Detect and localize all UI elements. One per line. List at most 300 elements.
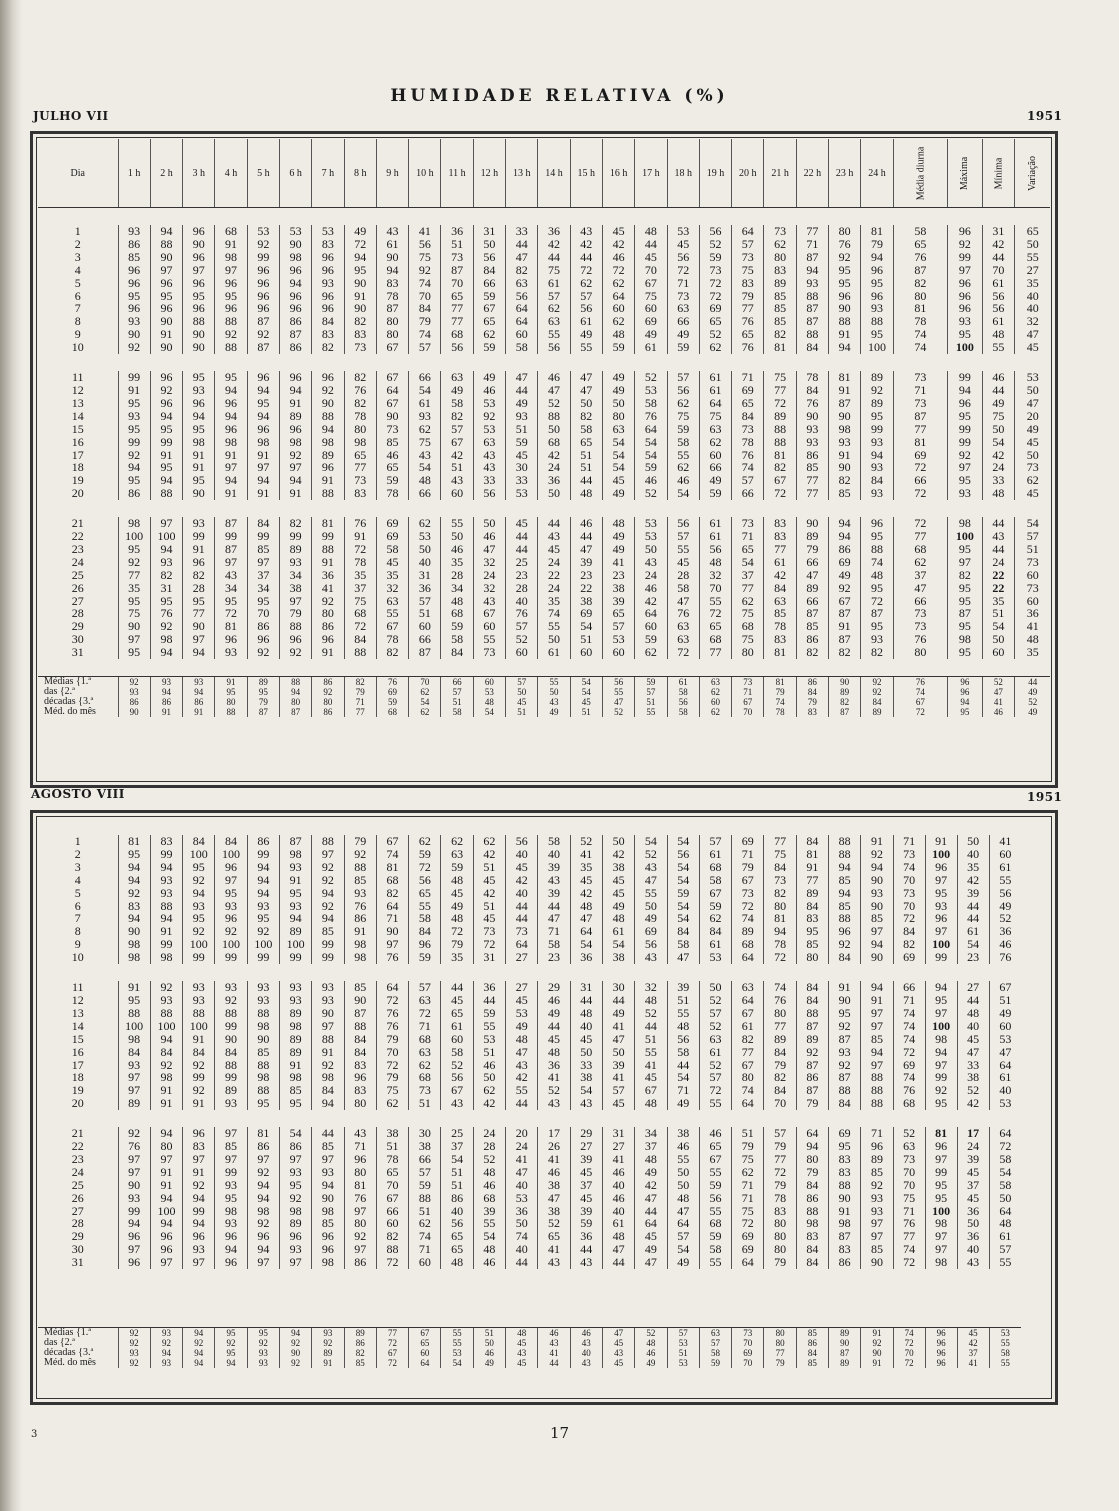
value-cell: 85 — [312, 1217, 344, 1230]
value-cell: 96 — [312, 302, 344, 315]
value-cell: 98 — [829, 1217, 861, 1230]
value-cell: 55 — [699, 1205, 731, 1218]
day-cell: 6 — [74, 899, 81, 913]
value-cell: 84 — [764, 861, 796, 874]
value-cell: 55 — [667, 1153, 699, 1166]
value-cell: 96 — [312, 461, 344, 474]
value-cell: 73 — [893, 620, 948, 633]
value-cell: 66 — [796, 595, 828, 608]
value-cell: 64 — [796, 1127, 828, 1140]
value-cell: 67 — [376, 835, 408, 848]
value-cell: 60 — [1015, 595, 1050, 608]
value-cell: 97 — [150, 517, 182, 530]
average-value: 45 — [602, 1338, 634, 1348]
value-cell: 49 — [982, 397, 1015, 410]
value-cell: 80 — [764, 900, 796, 913]
value-cell: 48 — [441, 912, 473, 925]
average-value: 89 — [312, 1348, 344, 1358]
value-cell: 82 — [764, 887, 796, 900]
average-value: 46 — [473, 1348, 505, 1358]
value-cell: 66 — [409, 371, 441, 384]
value-cell: 81 — [764, 341, 796, 354]
value-cell: 33 — [506, 474, 538, 487]
value-cell: 50 — [570, 1046, 602, 1059]
value-cell: 73 — [893, 371, 948, 384]
value-cell: 55 — [473, 1020, 505, 1033]
value-cell: 70 — [409, 290, 441, 303]
value-cell: 42 — [441, 449, 473, 462]
value-cell: 74 — [861, 556, 893, 569]
value-cell: 98 — [150, 951, 182, 964]
value-cell: 88 — [796, 1205, 828, 1218]
table-row — [38, 302, 1050, 315]
value-cell: 33 — [570, 1059, 602, 1072]
value-cell: 64 — [602, 290, 634, 303]
value-cell: 94 — [118, 461, 150, 474]
value-cell: 27 — [1015, 264, 1050, 277]
value-cell: 89 — [764, 277, 796, 290]
value-cell: 95 — [829, 277, 861, 290]
value-cell: 65 — [732, 397, 764, 410]
table-row — [38, 1256, 1021, 1269]
value-cell: 72 — [344, 238, 376, 251]
value-cell: 67 — [732, 874, 764, 887]
average-value: 81 — [764, 677, 796, 688]
value-cell: 61 — [409, 397, 441, 410]
value-cell: 32 — [473, 556, 505, 569]
average-value: 51 — [506, 707, 538, 717]
value-cell: 24 — [538, 556, 570, 569]
value-cell: 54 — [635, 436, 667, 449]
value-cell: 92 — [861, 848, 893, 861]
column-header-label: Máxima — [959, 156, 971, 190]
value-cell: 89 — [861, 1153, 893, 1166]
value-cell: 22 — [982, 569, 1015, 582]
value-cell: 72 — [764, 951, 796, 964]
value-cell: 55 — [506, 1084, 538, 1097]
value-cell: 86 — [247, 620, 279, 633]
value-cell: 49 — [1015, 423, 1050, 436]
value-cell: 94 — [183, 410, 215, 423]
value-cell: 88 — [279, 620, 311, 633]
average-value: 67 — [732, 697, 764, 707]
value-cell: 42 — [538, 238, 570, 251]
value-cell: 96 — [118, 302, 150, 315]
table-row — [38, 1217, 1021, 1230]
column-header: 22 h — [796, 139, 828, 208]
value-cell: 100 — [150, 1205, 182, 1218]
value-cell: 39 — [473, 1205, 505, 1218]
average-value: 45 — [506, 1358, 538, 1368]
value-cell: 87 — [215, 517, 247, 530]
column-header — [948, 139, 982, 208]
value-cell: 63 — [441, 848, 473, 861]
value-cell: 80 — [732, 1071, 764, 1084]
value-cell: 25 — [506, 556, 538, 569]
value-cell: 92 — [150, 384, 182, 397]
value-cell: 98 — [344, 938, 376, 951]
average-value: 74 — [893, 687, 948, 697]
value-cell: 94 — [247, 1192, 279, 1205]
value-cell: 49 — [989, 900, 1021, 913]
value-cell: 54 — [602, 436, 634, 449]
value-cell: 51 — [441, 1166, 473, 1179]
value-cell: 100 — [925, 1020, 957, 1033]
average-row — [38, 1358, 1021, 1368]
average-value: 80 — [764, 1338, 796, 1348]
value-cell: 72 — [699, 290, 731, 303]
value-cell: 49 — [602, 543, 634, 556]
value-cell: 63 — [473, 436, 505, 449]
value-cell: 65 — [376, 461, 408, 474]
value-cell: 88 — [312, 835, 344, 848]
value-cell: 97 — [279, 1256, 311, 1269]
table-row — [38, 461, 1050, 474]
value-cell: 96 — [183, 251, 215, 264]
value-cell: 44 — [506, 530, 538, 543]
value-cell: 48 — [635, 994, 667, 1007]
value-cell: 95 — [948, 410, 982, 423]
value-cell: 37 — [247, 569, 279, 582]
value-cell: 46 — [602, 1166, 634, 1179]
average-value: 94 — [183, 1348, 215, 1358]
value-cell: 57 — [506, 620, 538, 633]
value-cell: 95 — [948, 474, 982, 487]
value-cell: 95 — [948, 595, 982, 608]
value-cell: 85 — [829, 900, 861, 913]
average-value: 92 — [312, 687, 344, 697]
average-value: 56 — [602, 677, 634, 688]
value-cell: 93 — [215, 646, 247, 659]
value-cell: 56 — [538, 341, 570, 354]
value-cell: 76 — [893, 1084, 925, 1097]
value-cell: 67 — [473, 607, 505, 620]
value-cell: 46 — [473, 1256, 505, 1269]
value-cell: 93 — [948, 315, 982, 328]
value-cell: 44 — [957, 900, 989, 913]
table-row — [38, 449, 1050, 462]
value-cell: 83 — [829, 1243, 861, 1256]
day-cell: 2 — [74, 847, 81, 861]
value-cell: 62 — [602, 277, 634, 290]
value-cell: 94 — [312, 887, 344, 900]
value-cell: 68 — [409, 1033, 441, 1046]
value-cell: 82 — [344, 397, 376, 410]
value-cell: 92 — [829, 1020, 861, 1033]
value-cell: 94 — [925, 981, 957, 994]
value-cell: 40 — [506, 595, 538, 608]
value-cell: 40 — [957, 1020, 989, 1033]
day-cell: 15 — [71, 1032, 84, 1046]
july-year: 1951 — [1027, 109, 1063, 123]
value-cell: 34 — [215, 582, 247, 595]
value-cell: 70 — [699, 582, 731, 595]
value-cell: 52 — [699, 994, 731, 1007]
value-cell: 71 — [667, 1084, 699, 1097]
average-value: 53 — [667, 1358, 699, 1368]
value-cell: 97 — [376, 938, 408, 951]
value-cell: 56 — [441, 1217, 473, 1230]
day-cell: 30 — [71, 1243, 84, 1257]
average-value: 94 — [215, 1358, 247, 1368]
value-cell: 69 — [893, 951, 925, 964]
value-cell: 97 — [183, 264, 215, 277]
table-row — [38, 848, 1021, 861]
value-cell: 88 — [247, 1059, 279, 1072]
value-cell: 41 — [409, 225, 441, 238]
value-cell: 58 — [441, 1046, 473, 1059]
column-header: 2 h — [150, 139, 182, 208]
value-cell: 96 — [312, 371, 344, 384]
value-cell: 100 — [183, 848, 215, 861]
value-cell: 58 — [989, 1179, 1021, 1192]
value-cell: 50 — [602, 835, 634, 848]
value-cell: 94 — [312, 1097, 344, 1110]
value-cell: 88 — [215, 315, 247, 328]
table-row — [38, 994, 1021, 1007]
value-cell: 61 — [538, 646, 570, 659]
value-cell: 69 — [732, 1230, 764, 1243]
average-value: 50 — [473, 1338, 505, 1348]
value-cell: 99 — [861, 423, 893, 436]
value-cell: 99 — [183, 1071, 215, 1084]
average-value: 58 — [699, 1348, 731, 1358]
average-value: 96 — [925, 1358, 957, 1368]
value-cell: 46 — [667, 474, 699, 487]
value-cell: 31 — [150, 582, 182, 595]
value-cell: 44 — [635, 1020, 667, 1033]
value-cell: 51 — [570, 461, 602, 474]
value-cell: 93 — [118, 410, 150, 423]
value-cell: 36 — [538, 225, 570, 238]
day-cell: 4 — [74, 263, 81, 277]
value-cell: 96 — [247, 423, 279, 436]
value-cell: 43 — [982, 530, 1015, 543]
value-cell: 52 — [635, 487, 667, 500]
value-cell: 99 — [183, 951, 215, 964]
value-cell: 89 — [796, 1033, 828, 1046]
value-cell: 69 — [893, 1059, 925, 1072]
value-cell: 96 — [312, 1243, 344, 1256]
value-cell: 44 — [982, 384, 1015, 397]
value-cell: 41 — [602, 1020, 634, 1033]
value-cell: 80 — [796, 1153, 828, 1166]
value-cell: 31 — [602, 1127, 634, 1140]
value-cell: 57 — [667, 530, 699, 543]
value-cell: 60 — [409, 1256, 441, 1269]
value-cell: 73 — [667, 290, 699, 303]
value-cell: 97 — [150, 1153, 182, 1166]
value-cell: 77 — [441, 302, 473, 315]
value-cell: 92 — [118, 556, 150, 569]
value-cell: 87 — [829, 607, 861, 620]
value-cell: 74 — [538, 607, 570, 620]
value-cell: 30 — [506, 461, 538, 474]
average-value: 93 — [150, 1358, 182, 1368]
value-cell: 94 — [796, 1140, 828, 1153]
value-cell: 50 — [989, 1192, 1021, 1205]
value-cell: 95 — [183, 912, 215, 925]
value-cell: 45 — [667, 238, 699, 251]
value-cell: 56 — [409, 874, 441, 887]
value-cell: 97 — [118, 1166, 150, 1179]
value-cell: 71 — [376, 912, 408, 925]
value-cell: 29 — [538, 981, 570, 994]
average-value: 91 — [215, 677, 247, 688]
value-cell: 59 — [376, 474, 408, 487]
value-cell: 40 — [506, 887, 538, 900]
value-cell: 91 — [183, 1033, 215, 1046]
table-row — [38, 582, 1050, 595]
average-value: 86 — [150, 697, 182, 707]
value-cell: 20 — [1015, 410, 1050, 423]
value-cell: 62 — [699, 436, 731, 449]
average-value: 85 — [796, 1328, 828, 1339]
value-cell: 52 — [635, 848, 667, 861]
value-cell: 93 — [118, 315, 150, 328]
average-value: 92 — [118, 1358, 150, 1368]
day-cell: 31 — [71, 646, 84, 660]
value-cell: 91 — [344, 925, 376, 938]
value-cell: 63 — [699, 423, 731, 436]
value-cell: 43 — [538, 1256, 570, 1269]
table-row — [38, 436, 1050, 449]
average-value: 62 — [409, 707, 441, 717]
value-cell: 73 — [764, 225, 796, 238]
value-cell: 45 — [1015, 341, 1050, 354]
day-cell: 27 — [71, 594, 84, 608]
value-cell: 93 — [861, 461, 893, 474]
value-cell: 84 — [312, 1084, 344, 1097]
value-cell: 86 — [344, 1256, 376, 1269]
average-row — [38, 677, 1050, 688]
value-cell: 45 — [602, 874, 634, 887]
value-cell: 53 — [1015, 371, 1050, 384]
value-cell: 55 — [667, 543, 699, 556]
average-value: 89 — [829, 1358, 861, 1368]
column-header: 12 h — [473, 139, 505, 208]
table-row — [38, 1097, 1021, 1110]
value-cell: 73 — [473, 646, 505, 659]
value-cell: 71 — [732, 1179, 764, 1192]
value-cell: 92 — [312, 900, 344, 913]
value-cell: 94 — [118, 874, 150, 887]
value-cell: 91 — [150, 1179, 182, 1192]
value-cell: 90 — [247, 1033, 279, 1046]
average-value: 58 — [667, 687, 699, 697]
value-cell: 71 — [344, 1140, 376, 1153]
value-cell: 36 — [506, 1205, 538, 1218]
average-value: 54 — [441, 1358, 473, 1368]
value-cell: 76 — [732, 449, 764, 462]
value-cell: 51 — [473, 1046, 505, 1059]
value-cell: 53 — [989, 1097, 1021, 1110]
value-cell: 40 — [957, 1243, 989, 1256]
value-cell: 77 — [732, 582, 764, 595]
average-value: 79 — [796, 697, 828, 707]
value-cell: 95 — [215, 290, 247, 303]
average-value: 62 — [699, 707, 731, 717]
value-cell: 61 — [699, 1046, 731, 1059]
value-cell: 56 — [441, 341, 473, 354]
value-cell: 93 — [183, 900, 215, 913]
table-row — [38, 1059, 1021, 1072]
value-cell: 93 — [215, 1097, 247, 1110]
average-value: 86 — [796, 1338, 828, 1348]
value-cell: 86 — [344, 912, 376, 925]
column-header: 1 h — [118, 139, 150, 208]
value-cell: 72 — [376, 1059, 408, 1072]
average-value: 92 — [118, 677, 150, 688]
value-cell: 37 — [441, 1140, 473, 1153]
value-cell: 92 — [473, 410, 505, 423]
value-cell: 94 — [215, 384, 247, 397]
value-cell: 87 — [948, 607, 982, 620]
value-cell: 36 — [473, 981, 505, 994]
value-cell: 88 — [312, 410, 344, 423]
value-cell: 54 — [667, 900, 699, 913]
table-row — [38, 981, 1021, 994]
value-cell: 59 — [506, 436, 538, 449]
value-cell: 36 — [538, 474, 570, 487]
day-cell: 16 — [71, 435, 84, 449]
value-cell: 82 — [376, 646, 408, 659]
average-value: 94 — [183, 1328, 215, 1339]
value-cell: 42 — [982, 238, 1015, 251]
value-cell: 66 — [409, 633, 441, 646]
value-cell: 90 — [312, 397, 344, 410]
value-cell: 87 — [796, 1084, 828, 1097]
value-cell: 99 — [215, 951, 247, 964]
value-cell: 88 — [150, 1007, 182, 1020]
value-cell: 84 — [183, 1046, 215, 1059]
value-cell: 53 — [602, 633, 634, 646]
value-cell: 83 — [344, 487, 376, 500]
value-cell: 88 — [861, 1084, 893, 1097]
value-cell: 72 — [473, 938, 505, 951]
value-cell: 63 — [699, 1033, 731, 1046]
value-cell: 69 — [829, 1127, 861, 1140]
value-cell: 57 — [409, 981, 441, 994]
value-cell: 44 — [506, 1256, 538, 1269]
value-cell: 95 — [215, 595, 247, 608]
average-value: 55 — [989, 1338, 1021, 1348]
value-cell: 38 — [602, 582, 634, 595]
value-cell: 59 — [699, 1179, 731, 1192]
value-cell: 72 — [409, 1007, 441, 1020]
value-cell: 57 — [409, 1166, 441, 1179]
value-cell: 71 — [796, 238, 828, 251]
value-cell: 49 — [506, 397, 538, 410]
average-value: 51 — [635, 697, 667, 707]
value-cell: 65 — [699, 620, 731, 633]
value-cell: 72 — [764, 487, 796, 500]
value-cell: 76 — [732, 315, 764, 328]
value-cell: 56 — [989, 887, 1021, 900]
average-value: 59 — [376, 697, 408, 707]
day-cell: 19 — [71, 474, 84, 488]
average-value: 94 — [183, 1358, 215, 1368]
value-cell: 63 — [602, 423, 634, 436]
average-value: 59 — [699, 1358, 731, 1368]
value-cell: 84 — [441, 646, 473, 659]
value-cell: 95 — [118, 994, 150, 1007]
average-value: 79 — [764, 687, 796, 697]
value-cell: 68 — [215, 225, 247, 238]
value-cell: 55 — [989, 1256, 1021, 1269]
value-cell: 43 — [215, 569, 247, 582]
value-cell: 76 — [344, 1192, 376, 1205]
